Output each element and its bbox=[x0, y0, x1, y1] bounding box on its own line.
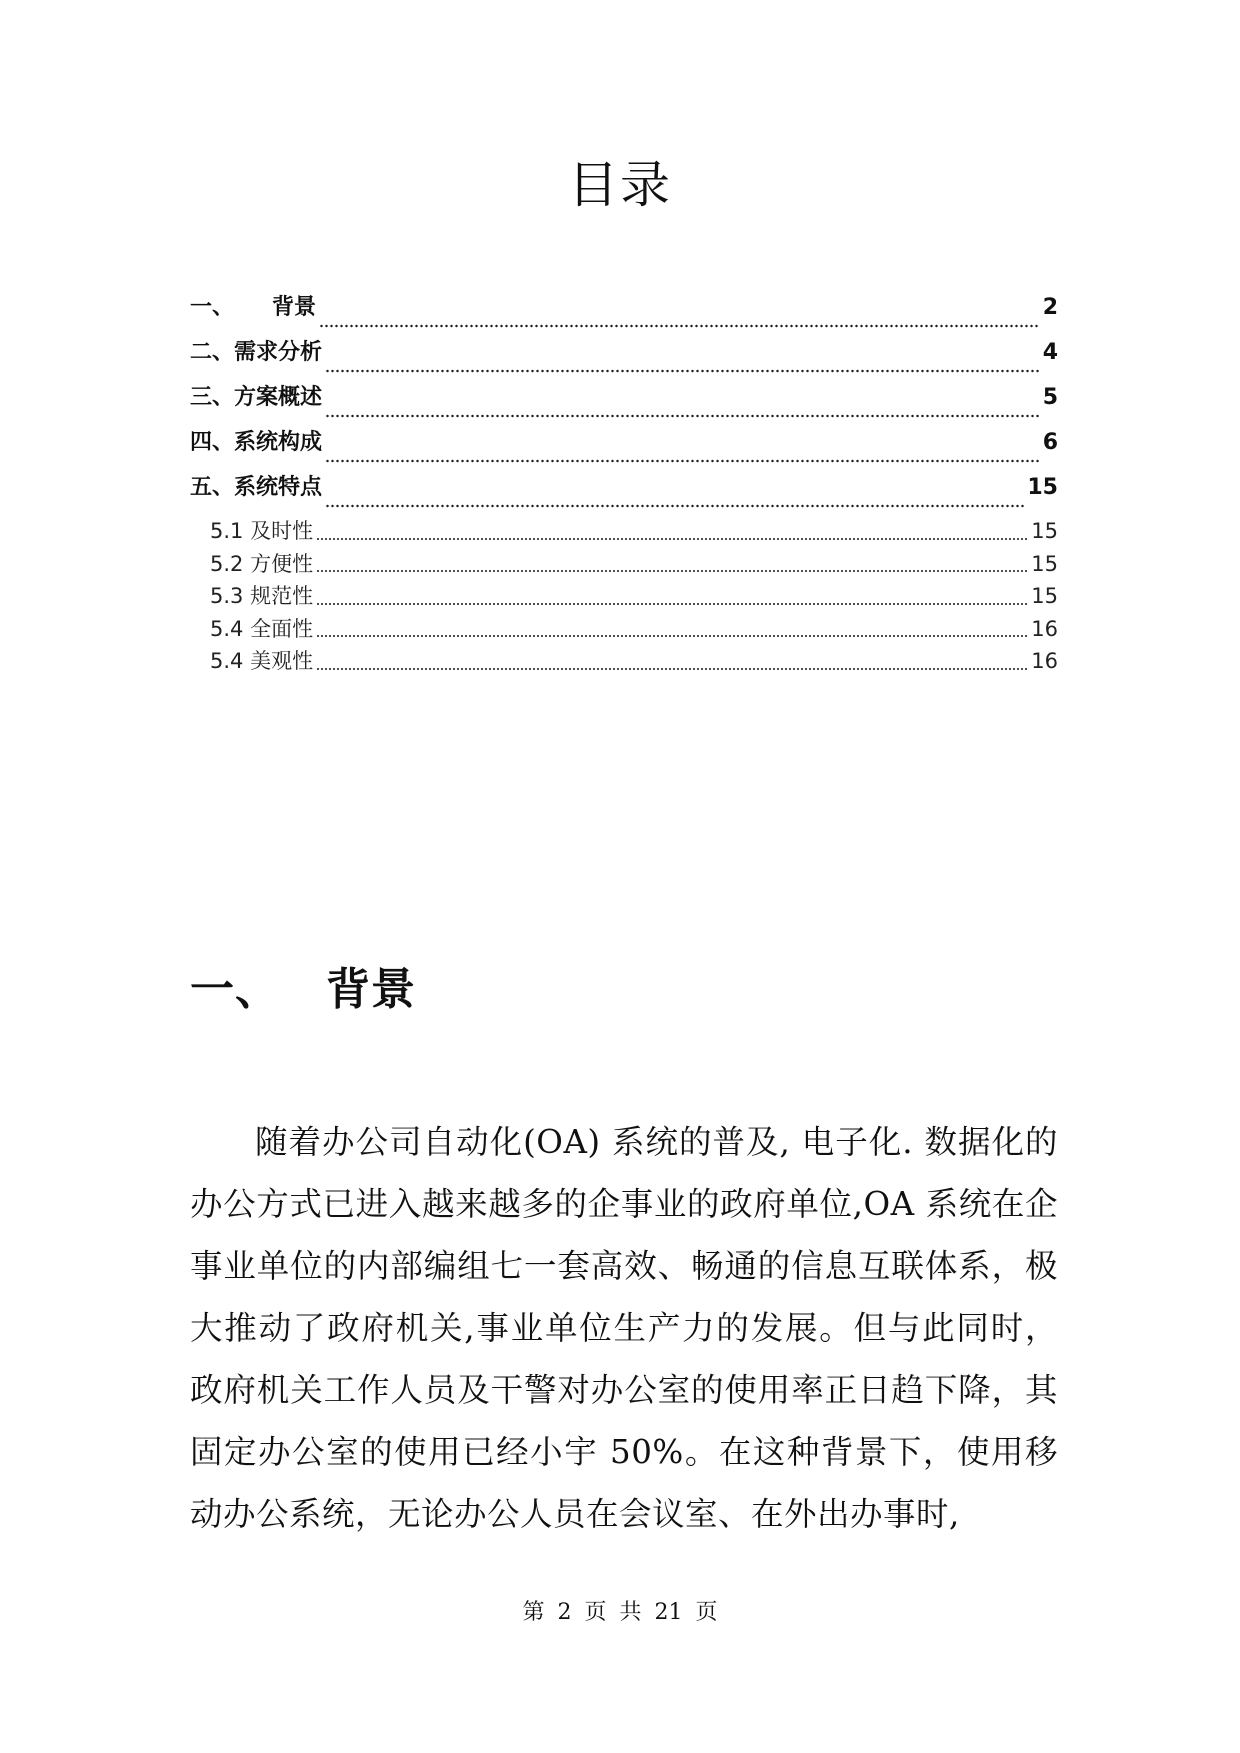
toc-entry-number: 一、 bbox=[190, 295, 235, 320]
toc-entry[interactable] bbox=[190, 290, 1058, 335]
toc-subentry-text: 5.1 及时性 bbox=[210, 519, 314, 543]
toc-subentry-page: 15 bbox=[1031, 551, 1058, 576]
toc-subentry-page: 15 bbox=[1031, 519, 1058, 543]
toc-subentry[interactable] bbox=[190, 645, 1058, 678]
toc-leader-dots bbox=[316, 666, 1028, 672]
toc-entry-text: 背景 bbox=[272, 295, 317, 320]
toc-entry-label bbox=[190, 380, 322, 411]
section-title: 背景 bbox=[326, 964, 416, 1015]
toc-entry-text: 系统特点 bbox=[234, 475, 323, 500]
table-of-contents bbox=[190, 290, 1058, 678]
toc-entry-page: 4 bbox=[1042, 340, 1058, 365]
toc-subentry[interactable] bbox=[190, 613, 1058, 646]
toc-entry-text: 方案概述 bbox=[234, 385, 323, 410]
body-paragraph: 随着办公司自动化(OA) 系统的普及, 电子化. 数据化的办公方式已进入越来越多的企事业的政府单位,OA 系统在企事业单位的内部编组七一套高效、畅通的信息互联体系，极大推动了政府机关,事业单位生产力的发展。但与此同时，政府机关工作人员及干警对办公室的使用率正日趋下降，其固定办公室的使用已经小宇 50%。在这种背景下，使用移动办公系统，无论办公人员在会议室、在外出办事时, bbox=[190, 1122, 1058, 1533]
toc-leader-dots bbox=[325, 458, 1040, 464]
toc-leader-dots bbox=[319, 323, 1040, 329]
toc-leader-dots bbox=[316, 568, 1028, 574]
toc-entry-label bbox=[190, 470, 322, 501]
toc-entry[interactable] bbox=[190, 425, 1058, 470]
toc-entry-label bbox=[190, 290, 316, 321]
toc-entry-page: 2 bbox=[1042, 295, 1058, 320]
toc-entry-page: 15 bbox=[1027, 475, 1058, 500]
toc-subentry-text: 5.3 规范性 bbox=[210, 584, 314, 608]
toc-entry-label bbox=[190, 425, 322, 456]
toc-entry[interactable] bbox=[190, 335, 1058, 380]
toc-entry-text: 系统构成 bbox=[234, 430, 323, 455]
toc-subentry[interactable] bbox=[190, 515, 1058, 548]
toc-subentry-text: 5.2 方便性 bbox=[210, 551, 314, 576]
toc-subentry[interactable] bbox=[190, 580, 1058, 613]
toc-leader-dots bbox=[325, 413, 1040, 419]
toc-entry[interactable] bbox=[190, 470, 1058, 515]
toc-subentry-text: 5.4 全面性 bbox=[210, 616, 314, 641]
toc-entry-page: 5 bbox=[1042, 385, 1058, 410]
toc-entry-number: 三、 bbox=[190, 385, 235, 410]
toc-entry-label bbox=[190, 335, 322, 366]
section-heading bbox=[190, 960, 416, 1020]
toc-subentry-page: 15 bbox=[1031, 584, 1058, 608]
toc-leader-dots bbox=[316, 601, 1028, 607]
toc-leader-dots bbox=[316, 633, 1028, 639]
toc-entry-number: 二、 bbox=[190, 340, 235, 365]
toc-entry-number: 五、 bbox=[190, 475, 235, 500]
page-footer: 第 2 页 共 21 页 bbox=[522, 1600, 718, 1625]
toc-title: 目录 bbox=[568, 156, 672, 214]
toc-subentry-text: 5.4 美观性 bbox=[210, 649, 314, 673]
toc-entry-text: 需求分析 bbox=[234, 340, 323, 365]
toc-leader-dots bbox=[325, 368, 1040, 374]
toc-entry[interactable] bbox=[190, 380, 1058, 425]
toc-subentry-page: 16 bbox=[1031, 649, 1058, 673]
toc-leader-dots bbox=[325, 503, 1024, 509]
toc-entry-number: 四、 bbox=[190, 430, 235, 455]
toc-subentry-page: 16 bbox=[1031, 616, 1058, 641]
toc-entry-page: 6 bbox=[1042, 430, 1058, 455]
toc-subentry[interactable] bbox=[190, 548, 1058, 581]
toc-leader-dots bbox=[316, 536, 1028, 542]
section-number: 一、 bbox=[190, 964, 280, 1015]
